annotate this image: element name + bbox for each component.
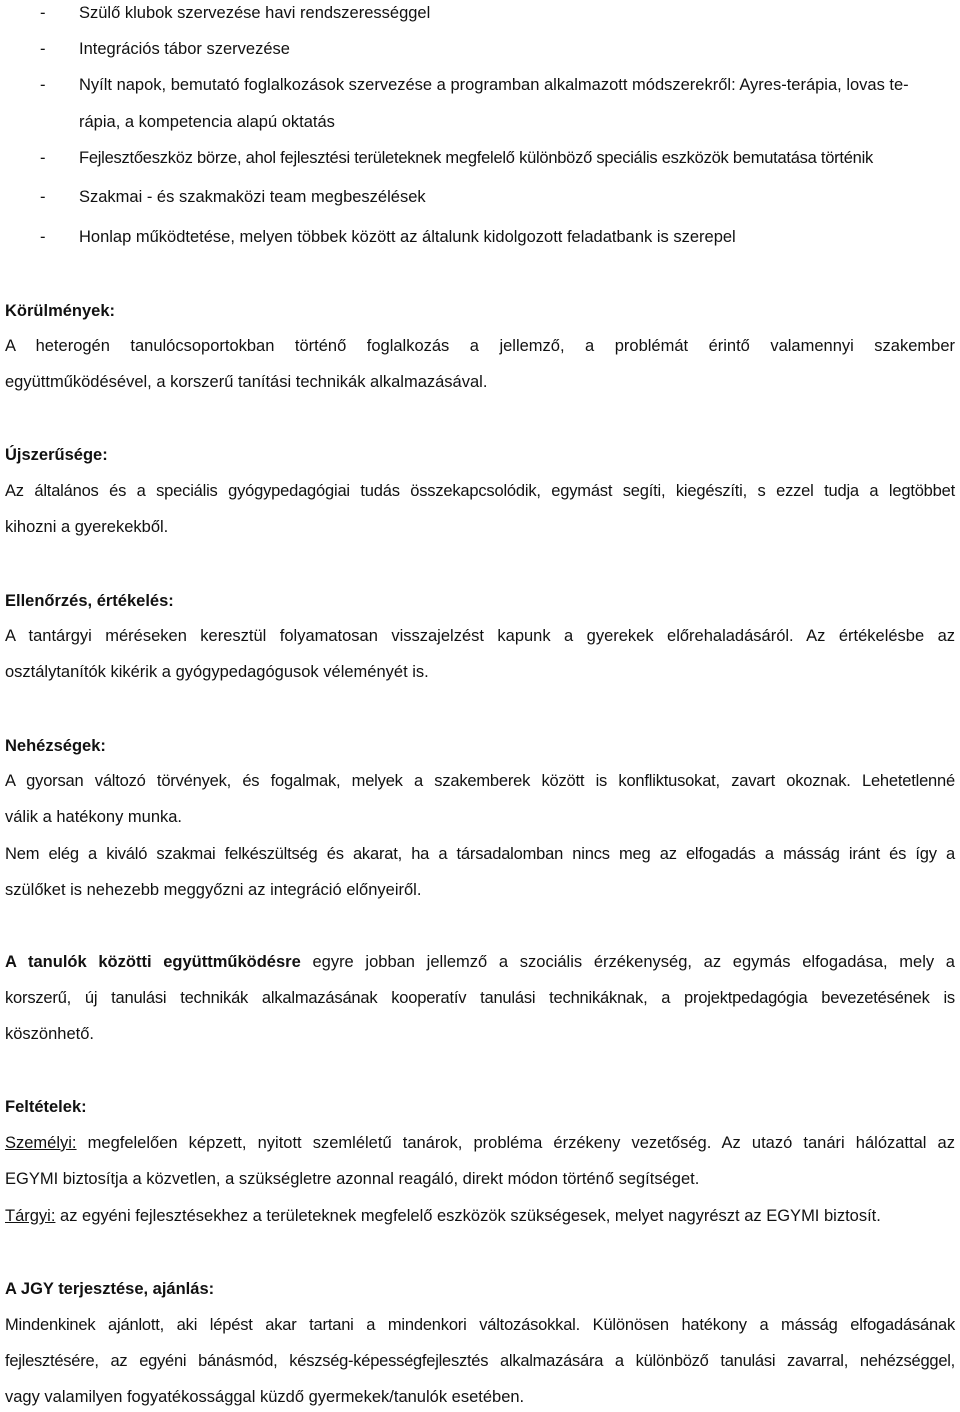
section-heading: Feltételek: <box>5 1098 87 1116</box>
paragraph-line <box>5 1206 955 1226</box>
paragraph-line: köszönhető. <box>5 1025 94 1043</box>
paragraph-line: A heterogén tanulócsoportokban történő foglalkozás a jellemző, a problémát érintő valamennyi szakember <box>5 337 955 355</box>
list-item: Nyílt napok, bemutató foglalkozások szervezése a programban alkalmazott módszerekről: Ayres-terápia, lovas te- <box>79 76 909 94</box>
list-item: Fejlesztőeszköz börze, ahol fejlesztési területeknek megfelelő különböző speciális eszközök bemutatása történik <box>79 149 874 167</box>
section-heading: A JGY terjesztése, ajánlás: <box>5 1280 215 1298</box>
section-heading: Nehézségek: <box>5 737 106 755</box>
list-item: Szülő klubok szervezése havi rendszerességgel <box>79 4 431 22</box>
paragraph-line: vagy valamilyen fogyatékossággal küzdő gyermekek/tanulók esetében. <box>5 1388 525 1406</box>
paragraph-line: szülőket is nehezebb meggyőzni az integráció előnyeiről. <box>5 881 422 899</box>
list-dash: - <box>40 228 46 246</box>
paragraph-line: korszerű, új tanulási technikák alkalmazásának kooperatív tanulási technikáknak, a projektpedagógia bevezetésének is <box>5 989 955 1007</box>
paragraph-line <box>5 1133 955 1153</box>
list-item: Szakmai - és szakmaközi team megbeszélések <box>79 188 426 206</box>
paragraph-line <box>5 952 955 972</box>
paragraph-line: Nem elég a kiváló szakmai felkészültség és akarat, ha a társadalomban nincs meg az elfogadás a másság iránt és így a <box>5 845 955 863</box>
bold-lead: A tanulók közötti együttműködésre <box>5 953 301 971</box>
paragraph-line: fejlesztésére, az egyéni bánásmód, készség-képességfejlesztés alkalmazására a különböző tanulási zavarral, nehézséggel, <box>5 1352 955 1370</box>
paragraph-line: együttműködésével, a korszerű tanítási technikák alkalmazásával. <box>5 373 488 391</box>
list-item: Integrációs tábor szervezése <box>79 40 290 58</box>
paragraph-line: A gyorsan változó törvények, és fogalmak, melyek a szakemberek között is konfliktusokat, zavart okoznak. Lehetetlenné <box>5 772 955 790</box>
material-text: az egyéni fejlesztésekhez a területeknek megfelelő eszközök szükségesek, melyet nagyrészt az EGYMI biztosít. <box>55 1207 881 1225</box>
list-dash: - <box>40 4 46 22</box>
paragraph-line: osztálytanítók kikérik a gyógypedagógusok véleményét is. <box>5 663 429 681</box>
section-heading: Újszerűsége: <box>5 446 108 464</box>
lead-rest: egyre jobban jellemző a szociális érzékenység, az egymás elfogadása, mely a <box>300 953 955 971</box>
personal-label: Személyi: <box>5 1134 77 1152</box>
paragraph-line: Az általános és a speciális gyógypedagógiai tudás összekapcsolódik, egymást segíti, kiegészíti, s ezzel tudja a legtöbbet <box>5 482 955 500</box>
list-dash: - <box>40 76 46 94</box>
material-label: Tárgyi: <box>5 1207 56 1225</box>
section-heading: Ellenőrzés, értékelés: <box>5 592 174 610</box>
list-item-continuation: rápia, a kompetencia alapú oktatás <box>79 113 335 131</box>
list-dash: - <box>40 188 46 206</box>
paragraph-line: Mindenkinek ajánlott, aki lépést akar tartani a mindenkori változásokkal. Különösen hatékony a másság elfogadásának <box>5 1316 955 1334</box>
paragraph-line: válik a hatékony munka. <box>5 808 183 826</box>
personal-text: megfelelően képzett, nyitott szemléletű tanárok, probléma érzékeny vezetőség. Az utazó tanári hálózattal az <box>76 1134 955 1152</box>
paragraph-line: kihozni a gyerekekből. <box>5 518 169 536</box>
paragraph-line: A tantárgyi méréseken keresztül folyamatosan visszajelzést kapunk a gyerekek előrehaladásáról. Az értékelésbe az <box>5 627 955 645</box>
list-item: Honlap működtetése, melyen többek között az általunk kidolgozott feladatbank is szerepel <box>79 228 736 246</box>
section-heading: Körülmények: <box>5 302 116 320</box>
list-dash: - <box>40 40 46 58</box>
list-dash: - <box>40 149 46 167</box>
paragraph-line: EGYMI biztosítja a közvetlen, a szükségletre azonnal reagáló, direkt módon történő segítséget. <box>5 1170 700 1188</box>
